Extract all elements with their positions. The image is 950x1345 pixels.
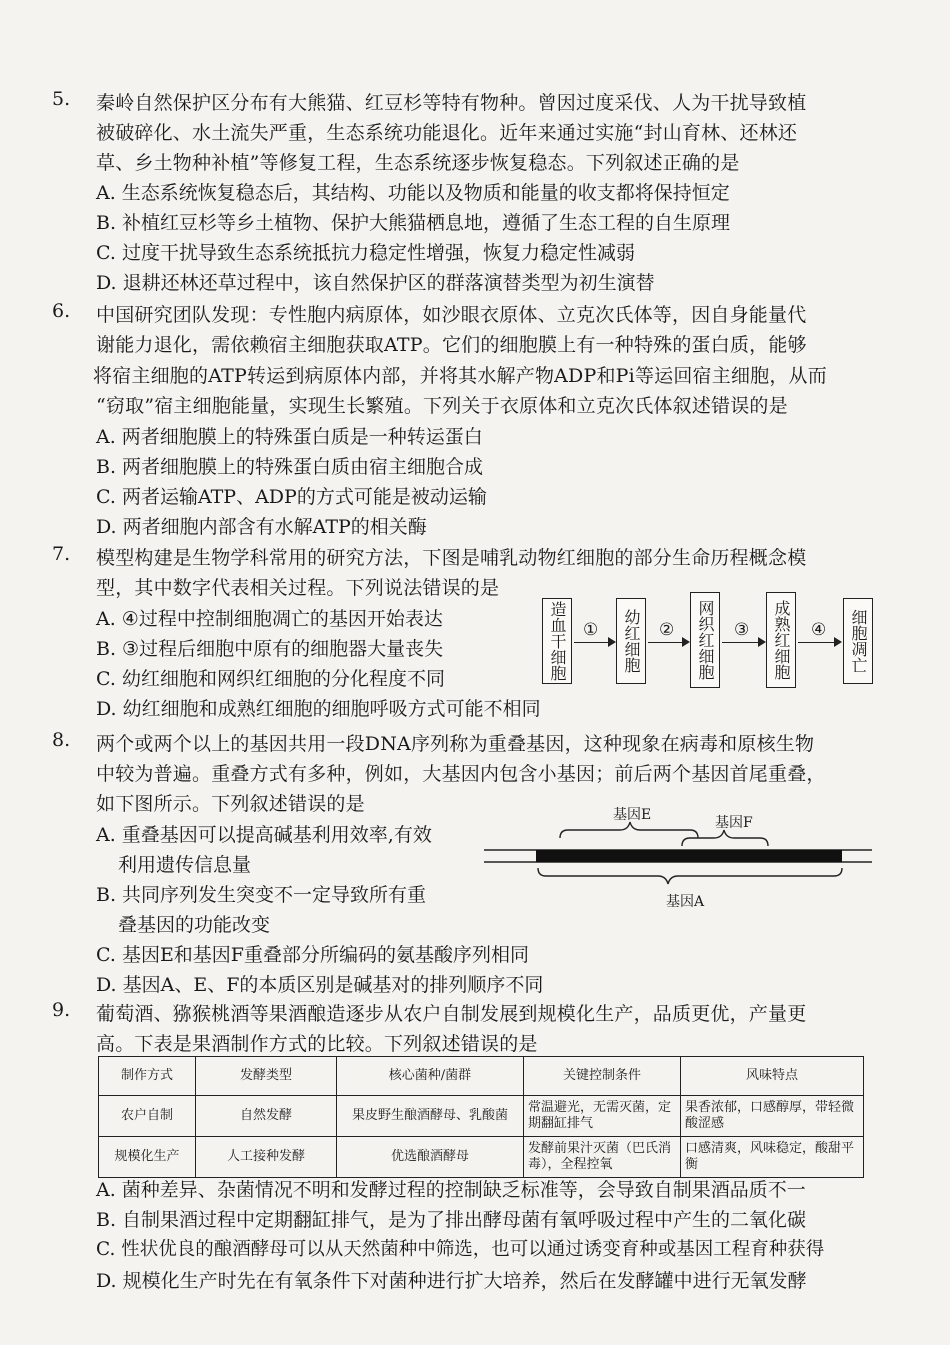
- table-row: [99, 1137, 864, 1178]
- flow-box-apoptosis: 细胞凋亡: [843, 598, 873, 684]
- question-stem-line: 草、乡土物种补植”等修复工程，生态系统逐步恢复稳态。下列叙述正确的是: [96, 152, 740, 174]
- arrow-right-icon: [574, 642, 614, 643]
- table-cell: 农户自制: [99, 1096, 196, 1137]
- table-header-cell: 风味特点: [681, 1057, 864, 1096]
- table-cell: 发酵前果汁灭菌（巴氏消毒），全程控氧: [524, 1137, 681, 1178]
- flow-step-label: ②: [659, 620, 675, 640]
- question-number: 5.: [52, 88, 71, 110]
- question-stem-line: 两个或两个以上的基因共用一段DNA序列称为重叠基因，这种现象在病毒和原核生物: [96, 733, 815, 755]
- table-row: [99, 1096, 864, 1137]
- option-a-continued: 利用遗传信息量: [118, 854, 252, 876]
- question-number: 8.: [52, 729, 71, 751]
- table-cell: 人工接种发酵: [196, 1137, 337, 1178]
- question-stem-line: 葡萄酒、猕猴桃酒等果酒酿造逐步从农户自制发展到规模化生产，品质更优，产量更: [96, 1003, 807, 1025]
- question-number: 7.: [52, 543, 71, 565]
- option-a: A. ④过程中控制细胞凋亡的基因开始表达: [96, 608, 443, 630]
- option-d: D. 两者细胞内部含有水解ATP的相关酶: [96, 516, 427, 538]
- option-b: B. 两者细胞膜上的特殊蛋白质由宿主细胞合成: [96, 456, 484, 478]
- flow-box-mature-erythrocyte: 成熟红细胞: [766, 592, 796, 688]
- table-header-cell: 关键控制条件: [524, 1057, 681, 1096]
- option-d: D. 退耕还林还草过程中，该自然保护区的群落演替类型为初生演替: [96, 272, 655, 294]
- question-stem-line: 将宿主细胞的ATP转运到病原体内部，并将其水解产物ADP和Pi等运回宿主细胞，从而: [93, 365, 827, 387]
- question-stem-line: 被破碎化、水土流失严重，生态系统功能退化。近年来通过实施“封山育林、还林还: [96, 122, 798, 144]
- table-header-cell: 制作方式: [99, 1057, 196, 1096]
- question-stem-line: 中较为普遍。重叠方式有多种，例如，大基因内包含小基因；前后两个基因首尾重叠，: [96, 763, 826, 785]
- question-stem-line: 模型构建是生物学科常用的研究方法，下图是哺乳动物红细胞的部分生命历程概念模: [96, 547, 807, 569]
- option-b: B. 自制果酒过程中定期翻缸排气，是为了排出酵母菌有氧呼吸过程中产生的二氧化碳: [96, 1209, 807, 1231]
- option-c: C. 过度干扰导致生态系统抵抗力稳定性增强，恢复力稳定性减弱: [96, 242, 635, 264]
- arrow-right-icon: [722, 642, 764, 643]
- option-c: C. 幼红细胞和网织红细胞的分化程度不同: [96, 668, 445, 690]
- flow-box-reticulocyte: 网织红细胞: [690, 592, 720, 688]
- table-cell: 自然发酵: [196, 1096, 337, 1137]
- flow-step-label: ④: [811, 620, 827, 640]
- question-stem-line: 谢能力退化，需依赖宿主细胞获取ATP。它们的细胞膜上有一种特殊的蛋白质，能够: [96, 334, 807, 356]
- question-stem-line: 中国研究团队发现：专性胞内病原体，如沙眼衣原体、立克次氏体等，因自身能量代: [96, 304, 807, 326]
- option-a: A. 两者细胞膜上的特殊蛋白质是一种转运蛋白: [96, 426, 483, 448]
- gene-a-label: 基因A: [666, 894, 705, 910]
- flow-box-erythroblast: 幼红细胞: [616, 598, 646, 684]
- option-d: D. 规模化生产时先在有氧条件下对菌种进行扩大培养，然后在发酵罐中进行无氧发酵: [96, 1270, 807, 1292]
- option-d: D. 幼红细胞和成熟红细胞的细胞呼吸方式可能不相同: [96, 698, 541, 720]
- table-header-cell: 发酵类型: [196, 1057, 337, 1096]
- option-a: A. 重叠基因可以提高碱基利用效率,有效: [96, 824, 432, 846]
- fruit-wine-comparison-table: [98, 1056, 864, 1178]
- arrow-right-icon: [798, 642, 840, 643]
- table-cell: 果皮野生酿酒酵母、乳酸菌: [337, 1096, 524, 1137]
- question-number: 9.: [52, 999, 71, 1021]
- flow-step-label: ①: [583, 620, 599, 640]
- table-cell: 果香浓郁，口感醇厚，带轻微酸涩感: [681, 1096, 864, 1137]
- question-number: 6.: [52, 300, 71, 322]
- option-d: D. 基因A、E、F的本质区别是碱基对的排列顺序不同: [96, 974, 544, 996]
- option-c: C. 性状优良的酿酒酵母可以从天然菌种中筛选，也可以通过诱变育种或基因工程育种获得: [96, 1239, 825, 1260]
- table-cell: 规模化生产: [99, 1137, 196, 1178]
- dna-strand-graphic: [482, 816, 882, 916]
- table-header-cell: 核心菌种/菌群: [337, 1057, 524, 1096]
- option-b-continued: 叠基因的功能改变: [118, 914, 271, 936]
- option-c: C. 基因E和基因F重叠部分所编码的氨基酸序列相同: [96, 944, 529, 966]
- table-header-row: [99, 1057, 864, 1096]
- table-cell: 优选酿酒酵母: [337, 1137, 524, 1178]
- question-stem-line: “窃取”宿主细胞能量，实现生长繁殖。下列关于衣原体和立克次氏体叙述错误的是: [96, 395, 788, 417]
- option-a: A. 生态系统恢复稳态后，其结构、功能以及物质和能量的收支都将保持恒定: [96, 182, 730, 204]
- option-c: C. 两者运输ATP、ADP的方式可能是被动运输: [96, 486, 487, 508]
- question-stem-line: 如下图所示。下列叙述错误的是: [96, 793, 365, 815]
- question-stem-line: 高。下表是果酒制作方式的比较。下列叙述错误的是: [96, 1033, 538, 1055]
- arrow-right-icon: [648, 642, 688, 643]
- gene-e-label: 基因E: [613, 807, 652, 823]
- question-stem-line: 型，其中数字代表相关过程。下列说法错误的是: [96, 577, 500, 599]
- table-cell: 常温避光，无需灭菌，定期翻缸排气: [524, 1096, 681, 1137]
- option-b: B. ③过程后细胞中原有的细胞器大量丧失: [96, 638, 444, 660]
- question-stem-line: 秦岭自然保护区分布有大熊猫、红豆杉等特有物种。曾因过度采伐、人为干扰导致植: [96, 92, 807, 114]
- gene-f-label: 基因F: [715, 815, 753, 831]
- flow-step-label: ③: [734, 620, 750, 640]
- table-cell: 口感清爽，风味稳定，酸甜平衡: [681, 1137, 864, 1178]
- option-b: B. 共同序列发生突变不一定导致所有重: [96, 884, 427, 906]
- option-a: A. 菌种差异、杂菌情况不明和发酵过程的控制缺乏标准等，会导致自制果酒品质不一: [96, 1179, 806, 1201]
- flow-box-hematopoietic-stem-cell: 造血干细胞: [542, 598, 572, 684]
- option-b: B. 补植红豆杉等乡土植物、保护大熊猫栖息地，遵循了生态工程的自生原理: [96, 212, 731, 234]
